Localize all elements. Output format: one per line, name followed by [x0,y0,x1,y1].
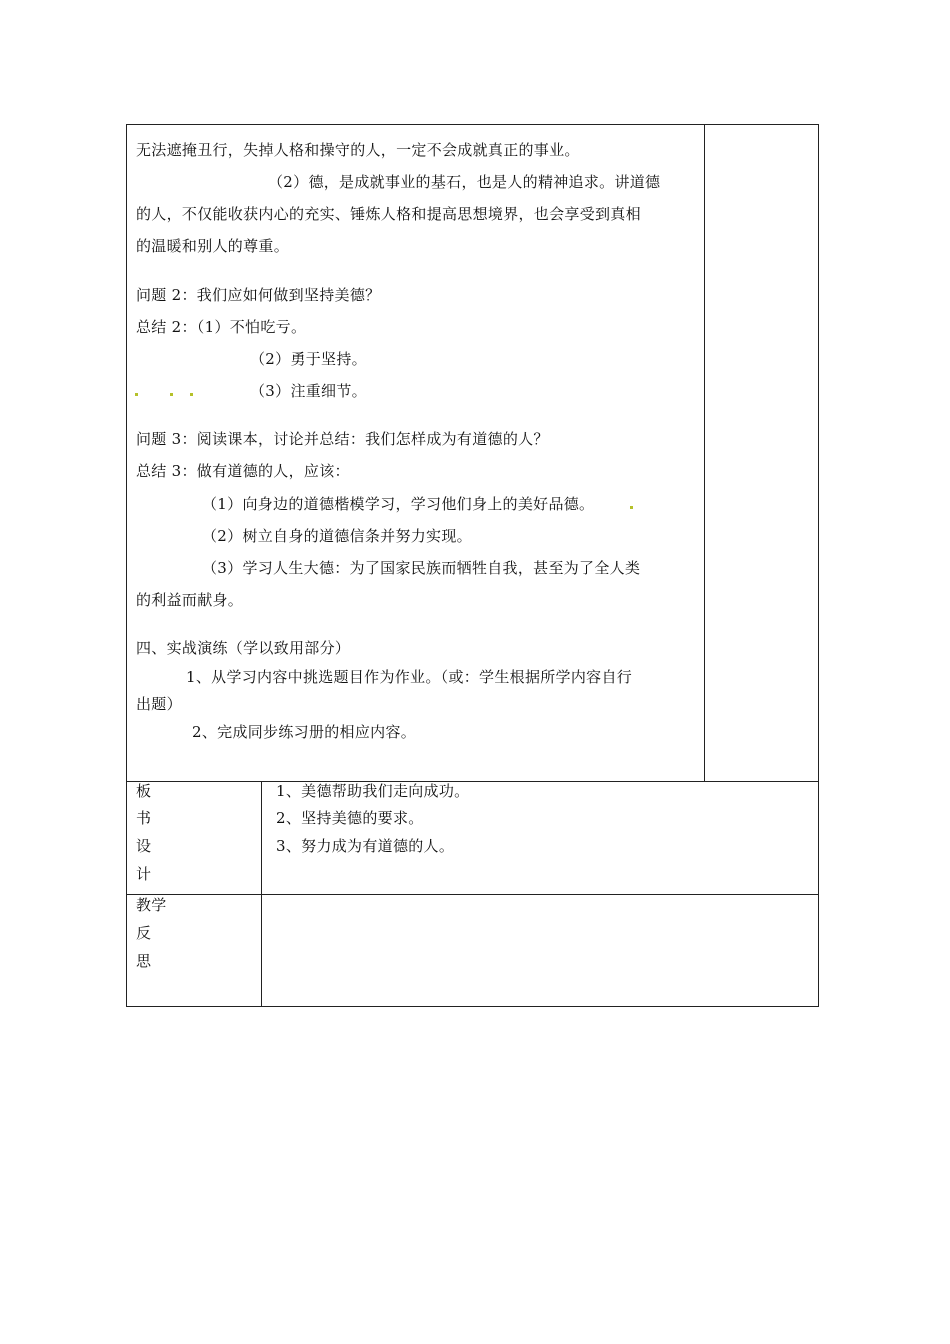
board-item: 3、努力成为有道德的人。 [276,837,455,855]
summary-2: 总结 2：（1）不怕吃亏。 [136,318,307,336]
decorative-dot [170,393,173,396]
board-label-char: 书 [136,809,152,827]
board-label-char: 板 [136,782,152,800]
reflection-label: 教学 [136,896,167,914]
summary-3: 总结 3：做有道德的人，应该： [136,462,350,480]
section-heading: 四、实战演练（学以致用部分） [136,639,351,657]
exercise-item: 1、从学习内容中挑选题目作为作业。（或：学生根据所学内容自行 [186,668,633,686]
decorative-dot [630,506,633,509]
board-label-char: 计 [136,865,152,883]
summary-2-item: （3）注重细节。 [250,382,367,400]
question-3: 问题 3：阅读课本，讨论并总结：我们怎样成为有道德的人？ [136,430,549,448]
board-label-char: 设 [136,837,152,855]
content-line: 的人，不仅能收获内心的充实、锤炼人格和提高思想境界，也会享受到真相 [136,205,641,223]
notes-column-divider [704,124,705,782]
content-line: 无法遮掩丑行，失掉人格和操守的人，一定不会成就真正的事业。 [136,141,580,159]
summary-3-item: （1）向身边的道德楷模学习，学习他们身上的美好品德。 [202,495,595,513]
board-section-divider [126,781,819,782]
exercise-item: 2、完成同步练习册的相应内容。 [192,723,417,741]
summary-3-item: （2）树立自身的道德信条并努力实现。 [202,527,472,545]
content-line: 的温暖和别人的尊重。 [136,237,290,255]
reflection-label: 反 [136,924,152,942]
decorative-dot [190,393,193,396]
question-2: 问题 2：我们应如何做到坚持美德？ [136,286,381,304]
summary-2-item: （2）勇于坚持。 [250,350,367,368]
decorative-dot [135,393,138,396]
board-item: 1、美德帮助我们走向成功。 [276,782,470,800]
exercise-item: 出题） [136,695,182,713]
board-item: 2、坚持美德的要求。 [276,809,424,827]
reflection-section-divider [126,894,819,895]
content-line: （2）德，是成就事业的基石，也是人的精神追求。讲道德 [268,173,661,191]
label-column-divider [261,781,262,1007]
summary-3-item: （3）学习人生大德：为了国家民族而牺牲自我，甚至为了全人类 [202,559,641,577]
summary-3-item: 的利益而献身。 [136,591,244,609]
reflection-label: 思 [136,952,152,970]
